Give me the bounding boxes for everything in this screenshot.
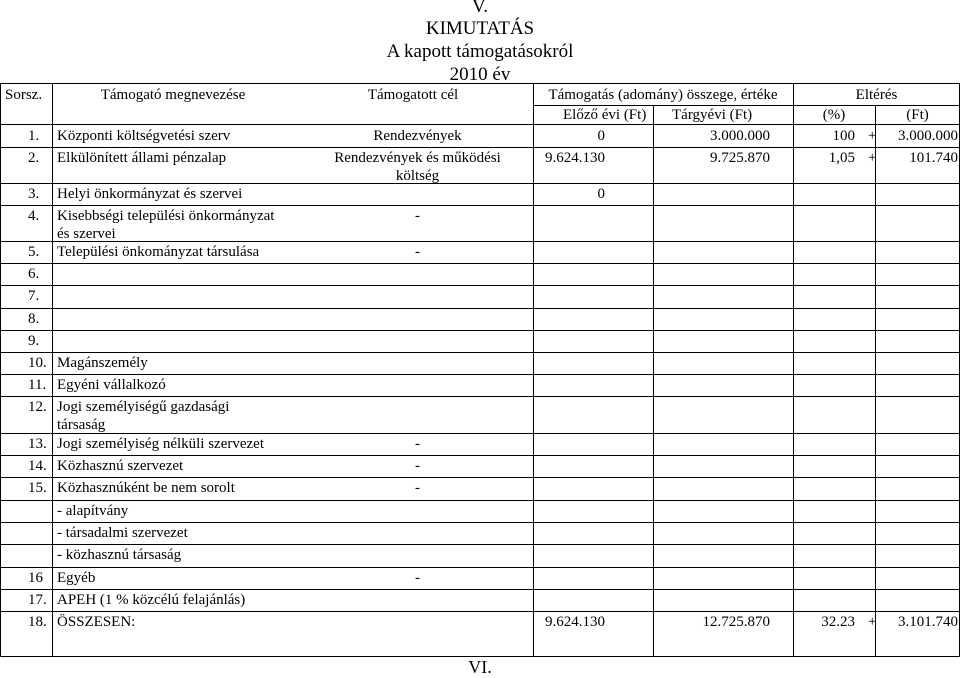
row-number: 9. <box>28 333 40 349</box>
row-number: 16 <box>28 570 43 586</box>
supporter-name: Központi költségvetési szerv <box>57 128 231 144</box>
supporter-name: Magánszemély <box>57 355 148 371</box>
difference-sign: + <box>868 150 877 166</box>
supporter-name: és szervei <box>57 226 116 242</box>
supporter-name: Közhasznúként be nem sorolt <box>57 480 235 496</box>
supported-purpose: Rendezvények <box>373 128 462 144</box>
col-header-cel: Támogatott cél <box>367 87 459 103</box>
col-header-elteres: Eltérés <box>855 87 898 103</box>
supported-purpose: - <box>415 436 420 452</box>
supporter-name: Helyi önkormányzat és szervei <box>57 186 243 202</box>
supported-purpose: Rendezvények és működési <box>334 150 501 166</box>
roman-numeral-bottom: VI. <box>468 657 492 677</box>
amount-current-year: 3.000.000 <box>710 128 770 144</box>
supporter-name: Jogi személyiség nélküli szervezet <box>57 436 265 452</box>
amount-previous-year: 0 <box>597 128 605 144</box>
amount-previous-year: 0 <box>597 186 605 202</box>
row-number: 11. <box>28 377 47 393</box>
col-header-pct: (%) <box>822 107 846 123</box>
row-number: 8. <box>28 311 40 327</box>
row-number: 12. <box>28 399 47 415</box>
roman-numeral-top: V. <box>471 0 489 17</box>
difference-amount: 101.740 <box>909 150 958 166</box>
row-number: 14. <box>28 458 47 474</box>
difference-percent: 32.23 <box>821 614 855 630</box>
supporter-name: - közhasznú társaság <box>57 547 182 563</box>
supporter-name: Települési önkományzat társulása <box>57 244 260 260</box>
col-header-elozo: Előző évi (Ft) <box>563 107 647 123</box>
supported-purpose: - <box>415 480 420 496</box>
difference-sign: + <box>868 128 877 144</box>
supporter-name: - alapítvány <box>57 503 129 519</box>
supporter-name: - társadalmi szervezet <box>57 525 188 541</box>
supporter-name: ÖSSZESEN: <box>57 614 136 630</box>
col-header-ft: (Ft) <box>906 107 929 123</box>
row-number: 13. <box>28 436 47 452</box>
row-number: 18. <box>28 614 47 630</box>
row-number: 7. <box>28 288 40 304</box>
difference-percent: 1,05 <box>828 150 855 166</box>
col-header-tamogato: Támogató megnevezése <box>100 87 246 103</box>
supporter-name: Egyéni vállalkozó <box>57 377 166 393</box>
supporter-name: társaság <box>57 417 106 433</box>
difference-percent: 100 <box>832 128 855 144</box>
row-number: 10. <box>28 355 47 371</box>
supported-purpose: költség <box>395 168 440 184</box>
page-title: KIMUTATÁS <box>425 18 535 39</box>
row-number: 1. <box>28 128 40 144</box>
row-number: 3. <box>28 186 40 202</box>
supporter-name: Közhasznú szervezet <box>57 458 184 474</box>
col-header-sorsz: Sorsz. <box>5 87 43 103</box>
amount-previous-year: 9.624.130 <box>545 614 605 630</box>
difference-sign: + <box>868 614 877 630</box>
row-number: 5. <box>28 244 40 260</box>
supporter-name: Jogi személyiségű gazdasági <box>57 399 230 415</box>
amount-previous-year: 9.624.130 <box>545 150 605 166</box>
amount-current-year: 12.725.870 <box>702 614 770 630</box>
supporter-name: APEH (1 % közcélú felajánlás) <box>57 592 246 608</box>
supported-purpose: - <box>415 244 420 260</box>
page-subtitle: A kapott támogatásokról <box>386 41 574 62</box>
amount-current-year: 9.725.870 <box>710 150 770 166</box>
col-header-osszeg: Támogatás (adomány) összege, értéke <box>548 87 778 103</box>
supported-purpose: - <box>415 208 420 224</box>
row-number: 17. <box>28 592 47 608</box>
col-header-targyevi: Tárgyévi (Ft) <box>672 107 753 123</box>
row-number: 4. <box>28 208 40 224</box>
supporter-name: Egyéb <box>57 570 96 586</box>
supporter-name: Kisebbségi települési önkormányzat <box>57 208 275 224</box>
supported-purpose: - <box>415 458 420 474</box>
supporter-name: Elkülönített állami pénzalap <box>57 150 227 166</box>
difference-amount: 3.101.740 <box>898 614 958 630</box>
row-number: 6. <box>28 266 40 282</box>
row-number: 15. <box>28 480 47 496</box>
difference-amount: 3.000.000 <box>898 128 958 144</box>
row-number: 2. <box>28 150 40 166</box>
report-year: 2010 év <box>449 64 511 85</box>
supported-purpose: - <box>415 570 420 586</box>
